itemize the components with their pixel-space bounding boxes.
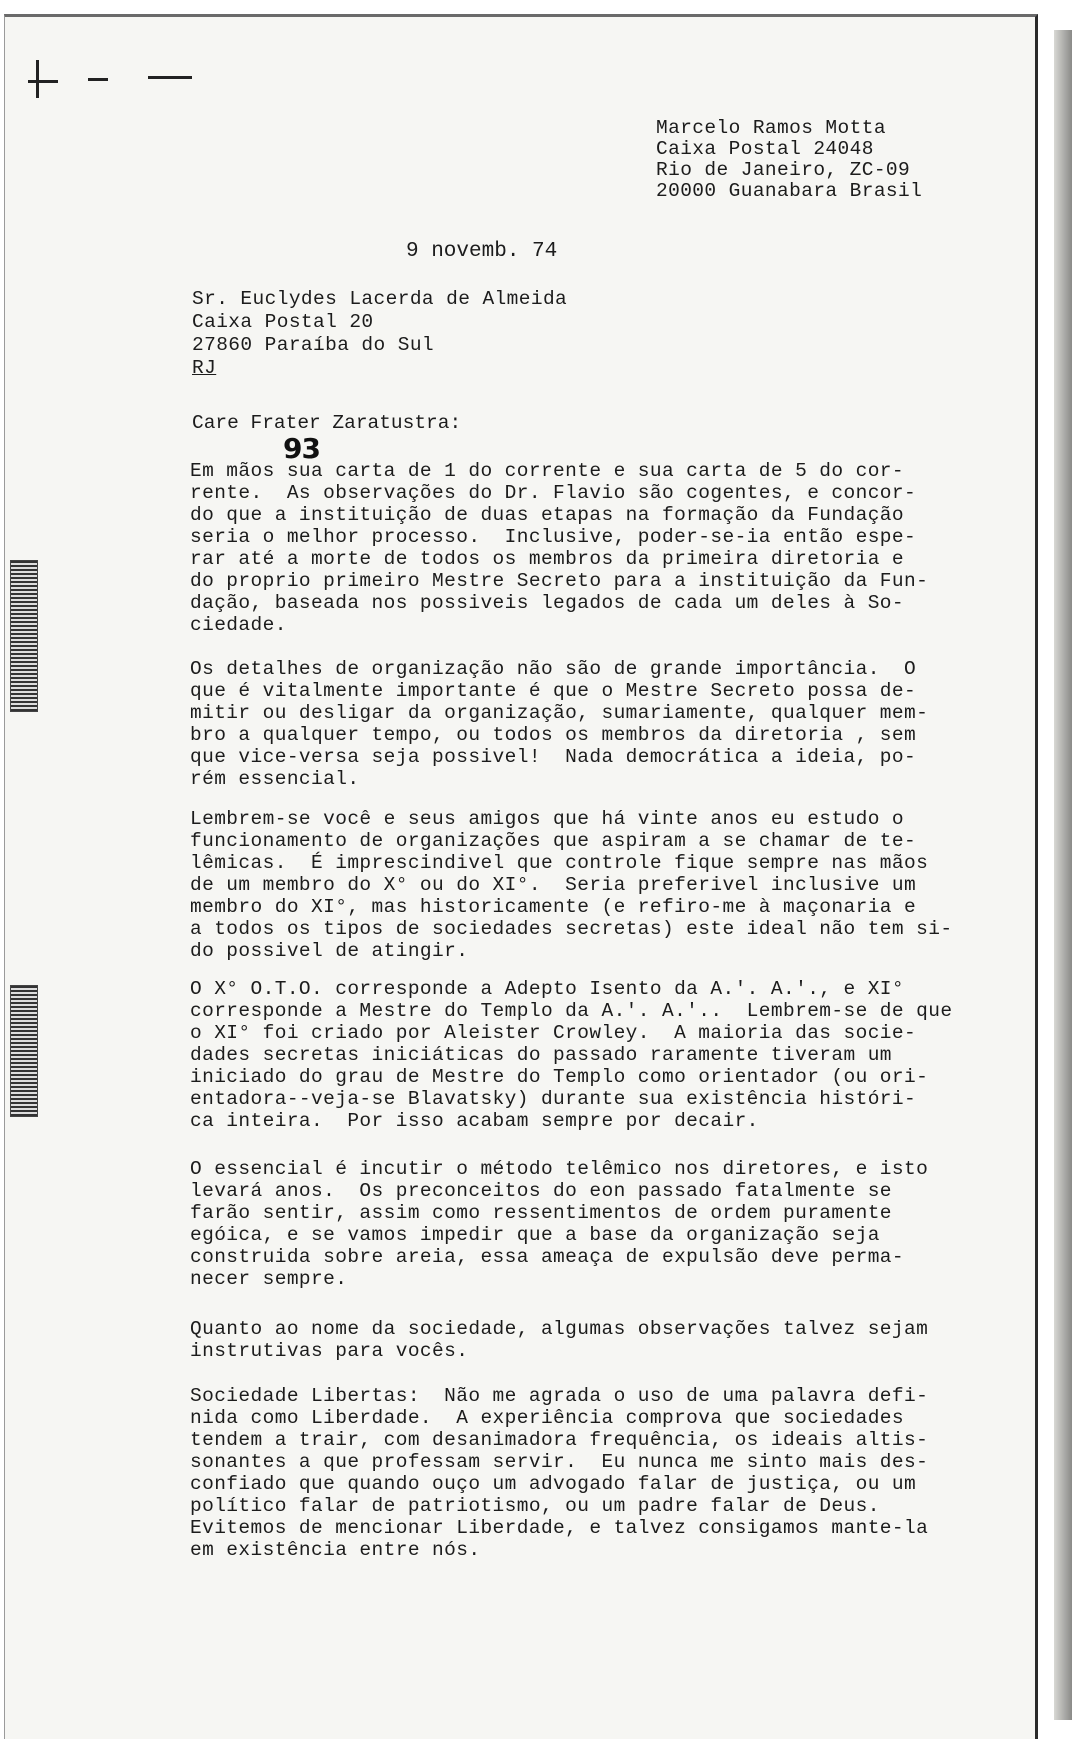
text-line: Lembrem-se você e seus amigos que há vinte anos eu estudo o <box>190 808 905 830</box>
text-line: dação, baseada nos possiveis legados de cada um deles à So- <box>190 592 905 614</box>
salutation: Care Frater Zaratustra: <box>192 412 462 434</box>
binding-tab-lower <box>10 985 38 1117</box>
recipient-line: Sr. Euclydes Lacerda de Almeida <box>192 288 568 310</box>
letter-date: 9 novemb. 74 <box>406 240 558 263</box>
handwritten-number: 93 <box>283 432 320 465</box>
binding-tab-upper <box>10 560 38 712</box>
text-line: nida como Liberdade. A experiência comprova que sociedades <box>190 1407 905 1429</box>
sender-line: Rio de Janeiro, ZC-09 <box>656 159 911 181</box>
paragraph <box>190 460 928 636</box>
recipient-line: Caixa Postal 20 <box>192 311 374 333</box>
text-line: membro do XI°, mas historicamente (e refiro-me à maçonaria e <box>190 896 917 918</box>
text-line: o XI° foi criado por Aleister Crowley. A maioria das socie- <box>190 1022 917 1044</box>
ink-marks <box>28 60 228 100</box>
paragraph <box>190 1385 928 1561</box>
text-line: em existência entre nós. <box>190 1539 481 1561</box>
sender-line: Marcelo Ramos Motta <box>656 117 886 139</box>
text-line: Quanto ao nome da sociedade, algumas observações talvez sejam <box>190 1318 929 1340</box>
paragraph <box>190 808 952 962</box>
text-line: bro a qualquer tempo, ou todos os membros da diretoria , sem <box>190 724 917 746</box>
text-line: que vice-versa seja possivel! Nada democrática a ideia, po- <box>190 746 917 768</box>
text-line: sonantes a que professam servir. Eu nunca me sinto mais des- <box>190 1451 929 1473</box>
text-line: de um membro do X° ou do XI°. Seria preferivel inclusive um <box>190 874 917 896</box>
paragraph <box>190 1318 928 1362</box>
sender-line: Caixa Postal 24048 <box>656 138 874 160</box>
paragraph <box>190 978 952 1132</box>
text-line: dades secretas iniciáticas do passado raramente tiveram um <box>190 1044 892 1066</box>
text-line: confiado que quando ouço um advogado falar de justiça, ou um <box>190 1473 917 1495</box>
paragraph <box>190 658 928 790</box>
text-line: levará anos. Os preconceitos do eon passado fatalmente se <box>190 1180 892 1202</box>
recipient-address <box>192 288 567 380</box>
text-line: lêmicas. É imprescindivel que controle fique sempre nas mãos <box>190 852 929 874</box>
text-line: do possivel de atingir. <box>190 940 469 962</box>
text-line: do que a instituição de duas etapas na formação da Fundação <box>190 504 905 526</box>
text-line: Os detalhes de organização não são de grande importância. O <box>190 658 917 680</box>
text-line: a todos os tipos de sociedades secretas) este ideal não tem si- <box>190 918 953 940</box>
recipient-line: RJ <box>192 357 217 379</box>
text-line: entadora--veja-se Blavatsky) durante sua existência históri- <box>190 1088 917 1110</box>
text-line: tendem a trair, com desanimadora frequência, os ideais altis- <box>190 1429 929 1451</box>
text-line: rente. As observações do Dr. Flavio são cogentes, e concor- <box>190 482 917 504</box>
paragraph <box>190 1158 928 1290</box>
text-line: político falar de patriotismo, ou um padre falar de Deus. <box>190 1495 880 1517</box>
text-line: rém essencial. <box>190 768 360 790</box>
text-line: que é vitalmente importante é que o Mestre Secreto possa de- <box>190 680 917 702</box>
page-edge-shadow <box>1054 30 1072 1720</box>
text-line: seria o melhor processo. Inclusive, poder-se-ia então espe- <box>190 526 917 548</box>
text-line: Em mãos sua carta de 1 do corrente e sua carta de 5 do cor- <box>190 460 905 482</box>
recipient-line: 27860 Paraíba do Sul <box>192 334 435 356</box>
text-line: O X° O.T.O. corresponde a Adepto Isento da A.'. A.'., e XI° <box>190 978 905 1000</box>
text-line: funcionamento de organizações que aspiram a se chamar de te- <box>190 830 917 852</box>
text-line: instrutivas para vocês. <box>190 1340 469 1362</box>
text-line: Sociedade Libertas: Não me agrada o uso de uma palavra defi- <box>190 1385 929 1407</box>
text-line: necer sempre. <box>190 1268 348 1290</box>
text-line: ciedade. <box>190 614 287 636</box>
text-line: iniciado do grau de Mestre do Templo como orientador (ou ori- <box>190 1066 929 1088</box>
text-line: construida sobre areia, essa ameaça de expulsão deve perma- <box>190 1246 905 1268</box>
text-line: rar até a morte de todos os membros da primeira diretoria e <box>190 548 905 570</box>
text-line: farão sentir, assim como ressentimentos de ordem puramente <box>190 1202 892 1224</box>
text-line: Evitemos de mencionar Liberdade, e talvez consigamos mante-la <box>190 1517 929 1539</box>
text-line: corresponde a Mestre do Templo da A.'. A.'.. Lembrem-se de que <box>190 1000 953 1022</box>
text-line: ca inteira. Por isso acabam sempre por decair. <box>190 1110 759 1132</box>
sender-line: 20000 Guanabara Brasil <box>656 180 923 202</box>
text-line: O essencial é incutir o método telêmico nos diretores, e isto <box>190 1158 929 1180</box>
text-line: mitir ou desligar da organização, sumariamente, qualquer mem- <box>190 702 929 724</box>
text-line: egóica, e se vamos impedir que a base da organização seja <box>190 1224 880 1246</box>
text-line: do proprio primeiro Mestre Secreto para a instituição da Fun- <box>190 570 929 592</box>
sender-address <box>656 118 922 202</box>
